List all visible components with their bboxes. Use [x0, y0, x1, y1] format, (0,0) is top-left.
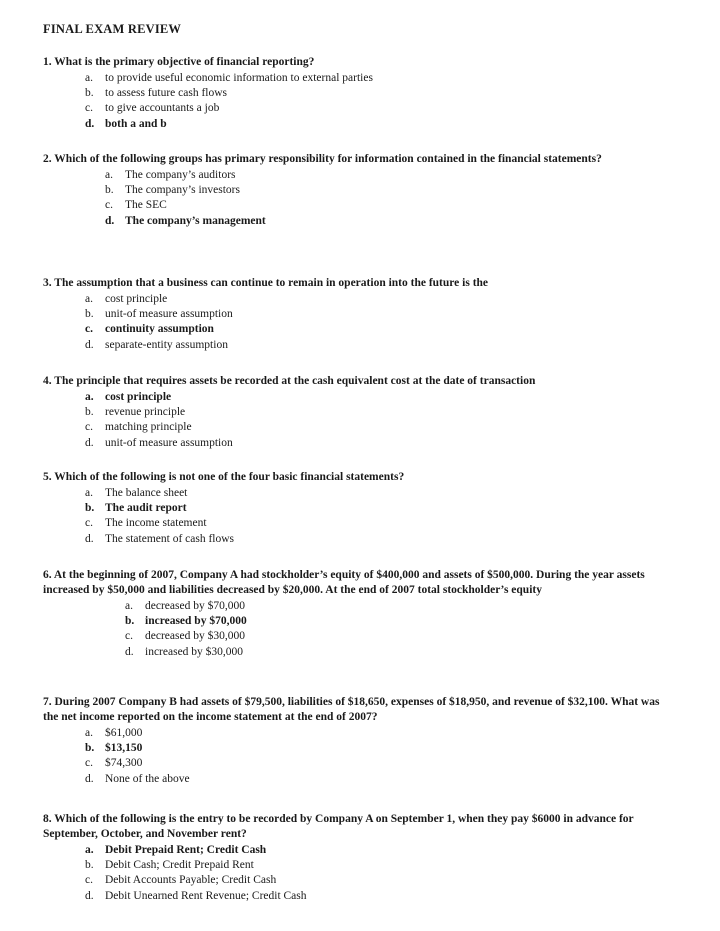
- option-text: Debit Cash; Credit Prepaid Rent: [105, 859, 254, 872]
- answer-option-correct: [85, 501, 673, 516]
- question-7: [43, 695, 673, 787]
- option-text: None of the above: [105, 772, 190, 785]
- option-letter: c.: [85, 757, 93, 770]
- answer-option: [125, 599, 673, 614]
- question-text: 8. Which of the following is the entry to be recorded by Company A on September 1, when they pay $6000 in advance for September, October, and November rent?: [43, 813, 634, 840]
- option-text: The company’s management: [125, 214, 266, 227]
- option-letter: a.: [85, 487, 93, 499]
- answer-option: [85, 486, 673, 501]
- answer-option: [85, 405, 673, 420]
- question-text: 3. The assumption that a business can continue to remain in operation into the future is the: [43, 277, 489, 289]
- option-letter: b.: [125, 615, 135, 628]
- option-letter: c.: [105, 199, 113, 212]
- answer-option: [85, 772, 673, 787]
- option-text: The company’s auditors: [125, 169, 236, 181]
- option-text: The balance sheet: [105, 487, 188, 499]
- option-letter: d.: [125, 645, 134, 658]
- question-2: [43, 152, 673, 229]
- option-letter: d.: [85, 338, 94, 351]
- option-text: to give accountants a job: [105, 102, 220, 115]
- answer-option: [85, 873, 673, 888]
- answer-option: [85, 726, 673, 741]
- option-letter: c.: [85, 517, 93, 530]
- question-1: [43, 55, 673, 132]
- answer-option: [85, 71, 673, 86]
- answer-option: [85, 292, 673, 307]
- option-text: $61,000: [105, 727, 143, 739]
- answer-option: [85, 101, 673, 116]
- answer-option: [85, 307, 673, 322]
- answer-option: [125, 645, 673, 660]
- option-letter: b.: [85, 87, 94, 100]
- option-letter: d.: [105, 214, 115, 227]
- option-text: Debit Accounts Payable; Credit Cash: [105, 874, 277, 887]
- option-letter: d.: [85, 436, 94, 449]
- option-letter: a.: [85, 727, 93, 739]
- option-letter: c.: [85, 102, 93, 115]
- answer-options: [43, 390, 673, 451]
- option-letter: c.: [125, 630, 133, 643]
- answer-option: [105, 183, 673, 198]
- answer-options: [43, 726, 673, 787]
- answer-option-correct: [105, 214, 673, 229]
- option-letter: a.: [85, 391, 94, 403]
- question-5: [43, 470, 673, 547]
- answer-option: [85, 420, 673, 435]
- option-text: The statement of cash flows: [105, 532, 235, 545]
- answer-options: [43, 71, 673, 132]
- answer-option-correct: [125, 614, 673, 629]
- answer-option-correct: [85, 117, 673, 132]
- question-text: 5. Which of the following is not one of the four basic financial statements?: [43, 471, 405, 483]
- page-title: FINAL EXAM REVIEW: [43, 22, 182, 36]
- option-letter: a.: [85, 844, 94, 856]
- option-letter: d.: [85, 532, 94, 545]
- option-letter: d.: [85, 772, 94, 785]
- answer-option: [85, 889, 673, 904]
- answer-options: [43, 168, 673, 229]
- answer-option: [85, 858, 673, 873]
- question-8: [43, 812, 673, 904]
- answer-options: [43, 599, 673, 660]
- option-text: continuity assumption: [105, 323, 214, 336]
- option-letter: b.: [85, 859, 94, 872]
- option-text: to provide useful economic information to external parties: [105, 72, 373, 84]
- answer-option: [85, 338, 673, 353]
- option-letter: b.: [85, 406, 94, 419]
- option-text: unit-of measure assumption: [105, 436, 233, 449]
- option-text: increased by $70,000: [145, 615, 247, 628]
- option-letter: b.: [105, 184, 114, 197]
- question-text: 4. The principle that requires assets be recorded at the cash equivalent cost at the date of transaction: [43, 375, 536, 387]
- option-letter: d.: [85, 889, 94, 902]
- option-text: both a and b: [105, 117, 167, 130]
- option-text: to assess future cash flows: [105, 87, 228, 100]
- option-text: cost principle: [105, 293, 168, 305]
- answer-option-correct: [85, 322, 673, 337]
- option-text: increased by $30,000: [145, 645, 244, 658]
- option-letter: a.: [85, 72, 93, 84]
- answer-option: [85, 756, 673, 771]
- option-letter: c.: [85, 323, 93, 336]
- answer-options: [43, 486, 673, 547]
- answer-option: [105, 168, 673, 183]
- option-text: $13,150: [105, 742, 143, 755]
- option-text: Debit Prepaid Rent; Credit Cash: [105, 844, 267, 856]
- question-text: 6. At the beginning of 2007, Company A had stockholder’s equity of $400,000 and assets of $500,000. During the year assets increased by $50,000 and liabilities decreased by $20,000. At the end of 2007 total stockholder’s equity: [43, 569, 645, 596]
- option-text: decreased by $30,000: [145, 630, 245, 643]
- option-letter: c.: [85, 421, 93, 434]
- question-text: 7. During 2007 Company B had assets of $79,500, liabilities of $18,650, expenses of $18,950, and revenue of $32,100. What was the net income reported on the income statement at the end of 2007?: [43, 696, 660, 723]
- answer-option: [85, 532, 673, 547]
- option-text: $74,300: [105, 757, 143, 770]
- question-6: [43, 568, 673, 660]
- question-4: [43, 374, 673, 451]
- answer-option-correct: [85, 843, 673, 858]
- option-letter: c.: [85, 874, 93, 887]
- option-letter: b.: [85, 308, 94, 321]
- option-text: separate-entity assumption: [105, 338, 228, 351]
- option-text: The company’s investors: [125, 184, 240, 197]
- question-text: 1. What is the primary objective of financial reporting?: [43, 56, 315, 68]
- answer-options: [43, 292, 673, 353]
- option-letter: a.: [105, 169, 113, 181]
- answer-option: [105, 198, 673, 213]
- option-text: revenue principle: [105, 406, 186, 419]
- option-letter: a.: [125, 600, 133, 612]
- option-text: The audit report: [105, 502, 187, 515]
- option-text: Debit Unearned Rent Revenue; Credit Cash: [105, 889, 307, 902]
- option-text: matching principle: [105, 421, 192, 434]
- option-letter: b.: [85, 502, 95, 515]
- answer-option-correct: [85, 741, 673, 756]
- answer-option: [85, 516, 673, 531]
- option-text: decreased by $70,000: [145, 600, 245, 612]
- answer-option: [85, 436, 673, 451]
- question-text: 2. Which of the following groups has primary responsibility for information contained in the financial statements?: [43, 153, 602, 165]
- answer-options: [43, 843, 673, 904]
- answer-option: [125, 629, 673, 644]
- option-text: The SEC: [125, 199, 167, 212]
- option-letter: b.: [85, 742, 95, 755]
- option-text: unit-of measure assumption: [105, 308, 233, 321]
- answer-option: [85, 86, 673, 101]
- option-letter: d.: [85, 117, 95, 130]
- answer-option-correct: [85, 390, 673, 405]
- option-text: The income statement: [105, 517, 207, 530]
- question-3: [43, 276, 673, 353]
- option-text: cost principle: [105, 391, 172, 403]
- option-letter: a.: [85, 293, 93, 305]
